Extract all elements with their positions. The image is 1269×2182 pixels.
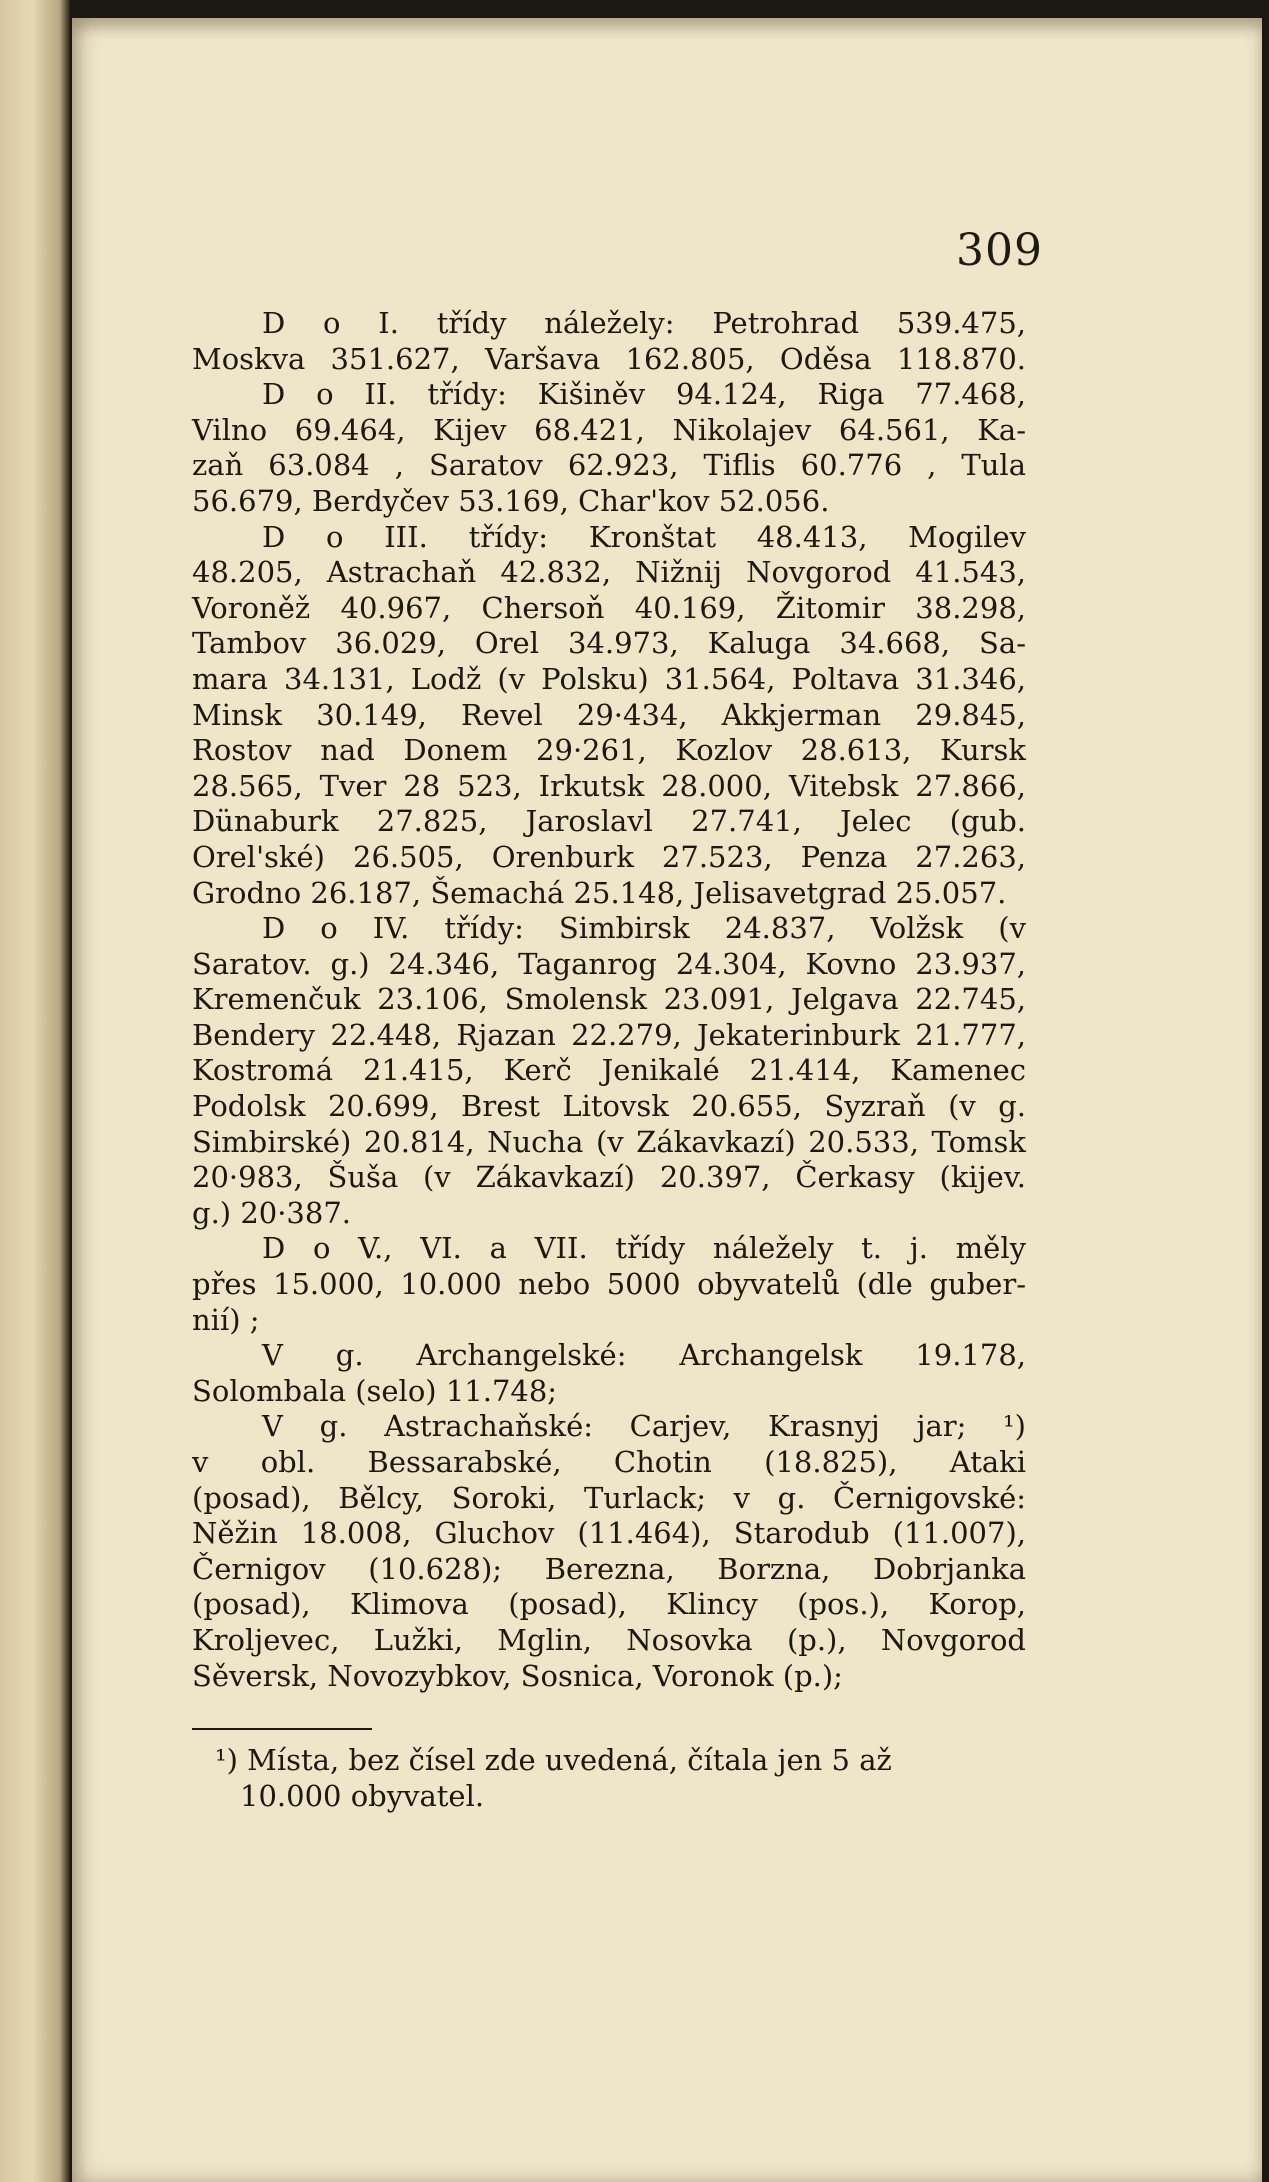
text-line: D o I. třídy náležely: Petrohrad 539.475, — [262, 306, 1026, 340]
text-line: Moskva 351.627, Varšava 162.805, Oděsa 118.870. — [192, 341, 1026, 376]
text-line: Podolsk 20.699, Brest Litovsk 20.655, Syzraň (v g. — [192, 1089, 1026, 1124]
text-line: (posad), Klimova (posad), Klincy (pos.), Korop, — [192, 1587, 1026, 1622]
text-line: Voroněž 40.967, Chersoň 40.169, Žitomir 38.298, — [192, 590, 1026, 625]
text-line: zaň 63.084 , Saratov 62.923, Tiflis 60.776 , Tula — [192, 448, 1026, 483]
text-line: Kroljevec, Lužki, Mglin, Nosovka (p.), Novgorod — [192, 1622, 1026, 1657]
text-line: Minsk 30.149, Revel 29·434, Akkjerman 29.845, — [192, 697, 1026, 732]
text-line: (posad), Bělcy, Soroki, Turlack; v g. Černigovské: — [192, 1480, 1026, 1515]
page-number: 309 — [956, 225, 1043, 276]
text-line: 48.205, Astrachaň 42.832, Nižnij Novgorod 41.543, — [192, 555, 1026, 590]
text-line: Rostov nad Donem 29·261, Kozlov 28.613, Kursk — [192, 733, 1026, 768]
text-line: D o V., VI. a VII. třídy náležely t. j. měly — [262, 1231, 1026, 1266]
text-line: Černigov (10.628); Berezna, Borzna, Dobrjanka — [192, 1551, 1026, 1586]
text-line: Něžin 18.008, Gluchov (11.464), Starodub (11.007), — [192, 1516, 1026, 1551]
main-text — [192, 306, 1026, 1694]
text-line: Simbirské) 20.814, Nucha (v Zákavkazí) 20.533, Tomsk — [192, 1124, 1026, 1159]
footnote-line: ¹) Místa, bez čísel zde uvedená, čítala jen 5 až — [215, 1743, 892, 1777]
text-line: Tambov 36.029, Orel 34.973, Kaluga 34.668, Sa- — [192, 626, 1026, 661]
text-line: mara 34.131, Lodž (v Polsku) 31.564, Poltava 31.346, — [192, 661, 1026, 696]
text-line: Kremenčuk 23.106, Smolensk 23.091, Jelgava 22.745, — [192, 982, 1026, 1017]
text-line: V g. Astrachaňské: Carjev, Krasnyj jar; ¹) — [262, 1409, 1026, 1444]
text-line: Bendery 22.448, Rjazan 22.279, Jekaterinburk 21.777, — [192, 1017, 1026, 1052]
text-line: Saratov. g.) 24.346, Taganrog 24.304, Kovno 23.937, — [192, 946, 1026, 981]
text-line: Grodno 26.187, Šemachá 25.148, Jelisavetgrad 25.057. — [192, 875, 1007, 910]
text-line: Orel'ské) 26.505, Orenburk 27.523, Penza 27.263, — [192, 839, 1026, 874]
text-line: D o III. třídy: Kronštat 48.413, Mogilev — [262, 519, 1026, 554]
text-line: Vilno 69.464, Kijev 68.421, Nikolajev 64.561, Ka- — [192, 412, 1026, 447]
text-line: 28.565, Tver 28 523, Irkutsk 28.000, Vitebsk 27.866, — [192, 768, 1026, 803]
text-line: Sěversk, Novozybkov, Sosnica, Voronok (p.); — [192, 1658, 843, 1693]
text-line: Kostromá 21.415, Kerč Jenikalé 21.414, Kamenec — [192, 1053, 1026, 1088]
text-line: 20·983, Šuša (v Zákavkazí) 20.397, Čerkasy (kijev. — [192, 1160, 1026, 1195]
text-line: nií) ; — [192, 1302, 260, 1337]
text-line: přes 15.000, 10.000 nebo 5000 obyvatelů (dle guber- — [192, 1267, 1026, 1302]
footnote-rule — [192, 1728, 372, 1730]
previous-page-edge — [0, 0, 70, 2182]
text-line: 56.679, Berdyčev 53.169, Char'kov 52.056. — [192, 483, 830, 518]
text-line: Solombala (selo) 11.748; — [192, 1373, 558, 1408]
footnotes — [215, 1742, 1026, 1813]
footnote-line: 10.000 obyvatel. — [240, 1778, 485, 1813]
text-line: V g. Archangelské: Archangelsk 19.178, — [262, 1338, 1026, 1373]
text-line: g.) 20·387. — [192, 1195, 352, 1230]
text-line: v obl. Bessarabské, Chotin (18.825), Ataki — [192, 1445, 1026, 1479]
text-line: Dünaburk 27.825, Jaroslavl 27.741, Jelec (gub. — [192, 804, 1026, 839]
text-line: D o II. třídy: Kišiněv 94.124, Riga 77.468, — [262, 377, 1026, 412]
text-line: D o IV. třídy: Simbirsk 24.837, Volžsk (v — [262, 911, 1026, 946]
